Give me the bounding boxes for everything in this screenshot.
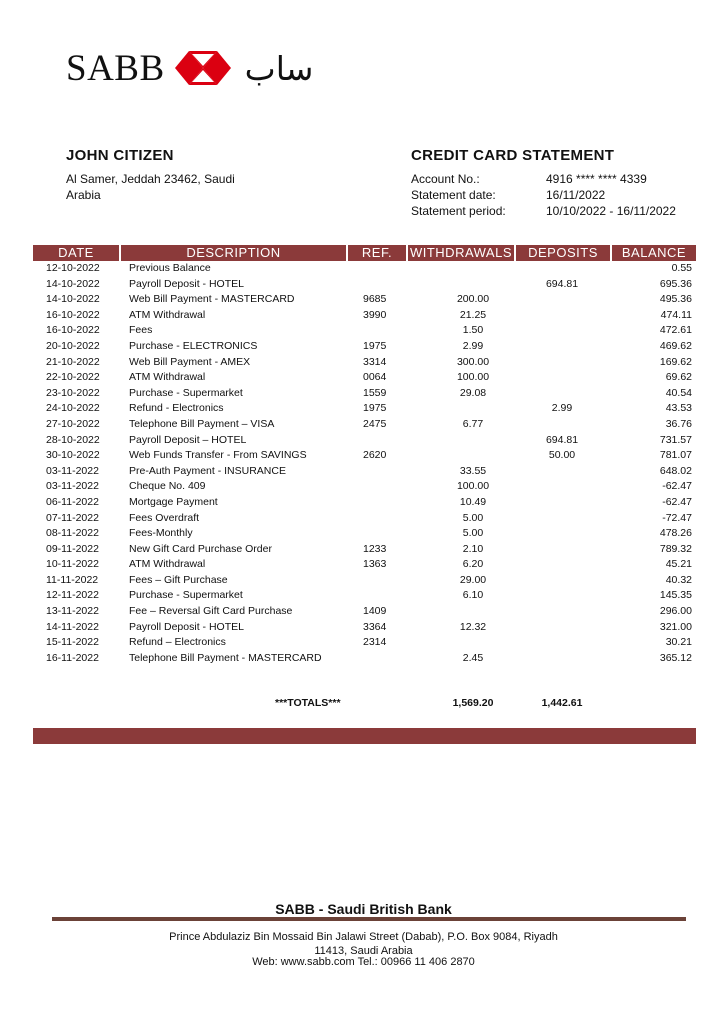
totals-row (33, 697, 696, 713)
row-ref: 3990 (363, 308, 387, 321)
transactions-list (33, 261, 696, 666)
table-row (33, 448, 696, 464)
row-description: Telephone Bill Payment - MASTERCARD (129, 651, 322, 664)
row-balance: 169.62 (659, 355, 692, 368)
row-description: Payroll Deposit - HOTEL (129, 277, 244, 290)
row-date: 28-10-2022 (46, 433, 100, 446)
row-balance: 45.21 (665, 558, 692, 571)
row-ref: 2475 (363, 417, 387, 430)
row-balance: 40.54 (665, 386, 692, 399)
row-withdrawal: 300.00 (456, 355, 490, 368)
account-row (411, 171, 676, 187)
row-withdrawal: 6.10 (462, 589, 484, 602)
row-deposit: 694.81 (545, 277, 579, 290)
table-row (33, 433, 696, 449)
row-balance: 495.36 (659, 293, 692, 306)
customer-name: JOHN CITIZEN (66, 147, 174, 164)
row-balance: 40.32 (665, 573, 692, 586)
table-row (33, 323, 696, 339)
header-withdrawals: WITHDRAWALS (406, 245, 514, 261)
row-description: Purchase - Supermarket (129, 386, 243, 399)
row-description: Refund – Electronics (129, 636, 226, 649)
row-date: 10-11-2022 (46, 558, 99, 571)
transactions-header (33, 245, 696, 261)
table-row (33, 339, 696, 355)
account-value: 4916 **** **** 4339 (546, 172, 647, 186)
table-row (33, 292, 696, 308)
row-withdrawal: 12.32 (459, 620, 487, 633)
row-withdrawal: 6.77 (462, 417, 484, 430)
row-balance: 781.07 (659, 449, 692, 462)
table-row (33, 308, 696, 324)
table-row (33, 401, 696, 417)
row-description: New Gift Card Purchase Order (129, 542, 272, 555)
footer-address: Prince Abdulaziz Bin Mossaid Bin Jalawi Street (Dabab), P.O. Box 9084, Riyadh 11413, Saudi Arabia (169, 931, 558, 957)
row-withdrawal: 10.49 (459, 495, 487, 508)
totals-label: ***TOTALS*** (275, 697, 341, 709)
row-deposit: 694.81 (545, 433, 579, 446)
row-balance: 321.00 (659, 620, 692, 633)
row-date: 13-11-2022 (46, 605, 99, 618)
row-withdrawal: 200.00 (456, 293, 490, 306)
row-balance: 43.53 (665, 402, 692, 415)
row-date: 03-11-2022 (46, 464, 99, 477)
row-balance: 36.76 (665, 417, 692, 430)
row-balance: 296.00 (659, 605, 692, 618)
row-balance: -62.47 (662, 495, 692, 508)
row-ref: 3364 (363, 620, 387, 633)
statement-date-value: 16/11/2022 (546, 188, 606, 202)
row-date: 14-11-2022 (46, 620, 99, 633)
row-description: Fees (129, 324, 153, 337)
table-row (33, 479, 696, 495)
row-balance: 30.21 (665, 636, 692, 649)
footer-divider (52, 917, 686, 921)
row-date: 16-10-2022 (46, 324, 100, 337)
row-withdrawal: 100.00 (456, 371, 490, 384)
row-date: 30-10-2022 (46, 449, 100, 462)
statement-date-label: Statement date: (411, 188, 496, 202)
table-row (33, 511, 696, 527)
row-balance: 145.35 (659, 589, 692, 602)
row-description: Web Bill Payment - AMEX (129, 355, 251, 368)
table-row (33, 417, 696, 433)
row-withdrawal: 21.25 (459, 308, 487, 321)
row-balance: 0.55 (671, 262, 692, 274)
row-description: Purchase - Supermarket (129, 589, 243, 602)
row-date: 12-10-2022 (46, 262, 100, 274)
row-deposit: 50.00 (548, 449, 576, 462)
row-description: Refund - Electronics (129, 402, 224, 415)
table-row (33, 355, 696, 371)
row-deposit: 2.99 (551, 402, 573, 415)
totals-deposits: 1,442.61 (541, 697, 583, 709)
row-date: 20-10-2022 (46, 339, 100, 352)
footer-title: SABB - Saudi British Bank (275, 901, 452, 917)
row-balance: 695.36 (659, 277, 692, 290)
row-balance: 478.26 (659, 527, 692, 540)
table-row (33, 573, 696, 589)
table-row (33, 651, 696, 667)
bank-logo (66, 46, 313, 90)
row-description: Web Bill Payment - MASTERCARD (129, 293, 295, 306)
table-row (33, 620, 696, 636)
header-deposits: DEPOSITS (514, 245, 610, 261)
row-withdrawal: 2.99 (462, 339, 484, 352)
logo-text: SABB (66, 47, 165, 89)
row-date: 12-11-2022 (46, 589, 99, 602)
header-balance: BALANCE (610, 245, 696, 261)
row-date: 14-10-2022 (46, 277, 100, 290)
row-balance: 472.61 (659, 324, 692, 337)
table-row (33, 604, 696, 620)
table-row (33, 370, 696, 386)
header-date: DATE (33, 245, 119, 261)
row-withdrawal: 5.00 (462, 511, 484, 524)
row-withdrawal: 5.00 (462, 527, 484, 540)
row-description: Fees – Gift Purchase (129, 573, 228, 586)
row-date: 08-11-2022 (46, 527, 99, 540)
row-date: 03-11-2022 (46, 480, 99, 493)
row-ref: 1975 (363, 402, 387, 415)
table-row (33, 588, 696, 604)
row-ref: 1363 (363, 558, 387, 571)
divider-bar (33, 728, 696, 744)
statement-info (411, 171, 676, 219)
row-date: 27-10-2022 (46, 417, 100, 430)
row-description: ATM Withdrawal (129, 558, 206, 571)
row-balance: -62.47 (662, 480, 692, 493)
table-row (33, 635, 696, 651)
row-description: Pre-Auth Payment - INSURANCE (129, 464, 286, 477)
row-balance: -72.47 (662, 511, 692, 524)
row-description: Fees Overdraft (129, 511, 200, 524)
row-date: 14-10-2022 (46, 293, 100, 306)
row-ref: 9685 (363, 293, 387, 306)
row-date: 22-10-2022 (46, 371, 100, 384)
row-balance: 474.11 (660, 308, 692, 321)
row-withdrawal: 2.10 (462, 542, 484, 555)
row-ref: 1559 (363, 386, 387, 399)
row-date: 11-11-2022 (46, 573, 99, 586)
row-ref: 1975 (363, 339, 387, 352)
table-row (33, 557, 696, 573)
row-date: 16-11-2022 (46, 651, 99, 664)
row-date: 24-10-2022 (46, 402, 100, 415)
table-row (33, 495, 696, 511)
table-row (33, 526, 696, 542)
row-withdrawal: 1.50 (462, 324, 484, 337)
header-description: DESCRIPTION (119, 245, 346, 261)
row-description: ATM Withdrawal (129, 308, 206, 321)
logo-arabic-text: ساب (244, 48, 314, 88)
totals-withdrawals: 1,569.20 (452, 697, 494, 709)
row-ref: 1409 (363, 605, 387, 618)
row-date: 16-10-2022 (46, 308, 100, 321)
statement-period-value: 10/10/2022 - 16/11/2022 (546, 204, 676, 218)
row-description: Telephone Bill Payment – VISA (129, 417, 275, 430)
row-balance: 469.62 (659, 339, 692, 352)
row-description: Previous Balance (129, 262, 211, 274)
row-balance: 731.57 (659, 433, 692, 446)
row-withdrawal: 100.00 (456, 480, 490, 493)
row-date: 07-11-2022 (46, 511, 99, 524)
row-balance: 789.32 (659, 542, 692, 555)
row-withdrawal: 29.08 (459, 386, 487, 399)
statement-period-label: Statement period: (411, 204, 506, 218)
statement-title: CREDIT CARD STATEMENT (411, 147, 615, 164)
customer-address: Al Samer, Jeddah 23462, Saudi Arabia (66, 172, 235, 202)
row-withdrawal: 6.20 (462, 558, 484, 571)
table-row (33, 261, 696, 277)
row-withdrawal: 29.00 (459, 573, 487, 586)
row-description: Fee – Reversal Gift Card Purchase (129, 605, 293, 618)
row-description: Mortgage Payment (129, 495, 218, 508)
row-withdrawal: 2.45 (462, 651, 484, 664)
row-description: Purchase - ELECTRONICS (129, 339, 258, 352)
row-description: Cheque No. 409 (129, 480, 206, 493)
row-withdrawal: 33.55 (459, 464, 487, 477)
row-ref: 3314 (363, 355, 387, 368)
table-row (33, 464, 696, 480)
row-date: 09-11-2022 (46, 542, 99, 555)
table-row (33, 542, 696, 558)
statement-date-row (411, 187, 676, 203)
statement-period-row (411, 203, 676, 219)
row-description: Web Funds Transfer - From SAVINGS (129, 449, 307, 462)
account-label: Account No.: (411, 172, 480, 186)
row-ref: 1233 (363, 542, 387, 555)
row-ref: 0064 (363, 371, 387, 384)
table-row (33, 277, 696, 293)
table-row (33, 386, 696, 402)
row-ref: 2620 (363, 449, 387, 462)
row-date: 21-10-2022 (46, 355, 100, 368)
row-balance: 69.62 (665, 371, 692, 384)
header-ref: REF. (346, 245, 406, 261)
row-date: 06-11-2022 (46, 495, 99, 508)
row-date: 15-11-2022 (46, 636, 99, 649)
row-description: Payroll Deposit – HOTEL (129, 433, 247, 446)
row-description: Payroll Deposit - HOTEL (129, 620, 244, 633)
row-ref: 2314 (363, 636, 387, 649)
sabb-hexagon-icon (175, 51, 231, 85)
row-description: ATM Withdrawal (129, 371, 206, 384)
row-date: 23-10-2022 (46, 386, 100, 399)
row-balance: 648.02 (659, 464, 692, 477)
footer-web: Web: www.sabb.com Tel.: 00966 11 406 2870 (252, 956, 475, 968)
row-balance: 365.12 (659, 651, 692, 664)
row-description: Fees-Monthly (129, 527, 193, 540)
